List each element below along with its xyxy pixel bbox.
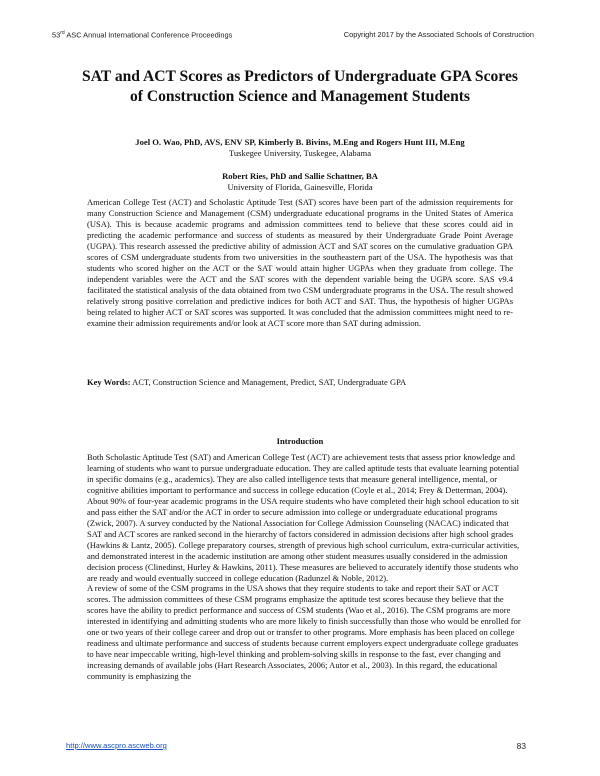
abstract: American College Test (ACT) and Scholastic Aptitude Test (SAT) scores have been part of the admission requirements for many Construction Science and Management (CSM) undergraduate educational programs in the United States of America (USA). This is because academic programs and admission committees tend to believe that these scores could aid in predicting the academic performance and success of students as measured by their Undergraduate Grade Point Average (UGPA). This research assessed the predictive ability of admission ACT and SAT scores on the cumulative graduation GPA scores of CSM undergraduate students from two universities in the southeastern part of the USA. The hypothesis was that students who scored higher on the ACT or the SAT would attain higher UGPAs when they graduate from college. The independent variables were the ACT and the SAT scores with the dependent variable being the UGPA score. SAS v9.4 facilitated the statistical analysis of the data obtained from two CSM undergraduate programs in the USA. The result showed relatively strong positive correlation and predictive indices for both ACT and SAT. Thus, the hypothesis of higher UGPAs being related to higher ACT or SAT scores was supported. It was concluded that the admission committees might need to re-examine their admission requirements and/or look at ACT score more than SAT during admission. <box>87 197 513 328</box>
author-names-2: Robert Ries, PhD and Sallie Schattner, BA <box>222 171 378 181</box>
author-names-1: Joel O. Wao, PhD, AVS, ENV SP, Kimberly B. Bivins, M.Eng and Rogers Hunt III, M.Eng <box>135 137 465 147</box>
footer-link[interactable]: http://www.ascpro.ascweb.org <box>66 741 167 750</box>
conference-name: 53rd ASC Annual International Conference Proceedings <box>52 30 233 40</box>
author-block-1 <box>40 137 560 159</box>
copyright-notice: Copyright 2017 by the Associated Schools of Construction <box>343 30 534 39</box>
keywords-list: ACT, Construction Science and Management, Predict, SAT, Undergraduate GPA <box>130 377 407 387</box>
title-line-1: SAT and ACT Scores as Predictors of Undergraduate GPA Scores <box>82 68 518 85</box>
section-heading: Introduction <box>276 436 324 446</box>
keywords <box>87 377 520 388</box>
author-block-2 <box>40 171 560 193</box>
author-affiliation-2: University of Florida, Gainesville, Florida <box>227 182 373 192</box>
title-line-2: of Construction Science and Management Students <box>129 88 471 105</box>
page-number: 83 <box>516 741 526 751</box>
keywords-label: Key Words: <box>87 377 131 387</box>
author-affiliation-1: Tuskegee University, Tuskegee, Alabama <box>228 148 372 158</box>
paper-title <box>40 67 560 107</box>
body-paragraph-1: Both Scholastic Aptitude Test (SAT) and American College Test (ACT) are achievement tests that assess prior knowledge and learning of students who want to pursue undergraduate education. They are called aptitude tests that evaluate learning potential in specific domains (e.g., academics). They are also called intelligence tests that measure general intelligence, mental, or cognitive abilities important to performance and success in college education (Coyle et al., 2014; Frey & Detterman, 2004). About 90% of four-year academic programs in the USA require students who have completed their high school education to sit and pass either the SAT and/or the ACT in order to secure admission into college or undergraduate educational programs (Zwick, 2007). A survey conducted by the National Association for College Admission Counseling (NACAC) indicated that SAT and ACT scores are ranked second in the hierarchy of factors considered in admission decisions after high school grades (Hawkins & Lantz, 2005). College preparatory courses, strength of previous high school curriculum, extra-curricular activities, and demonstrated interest in the academic institution are among other student measures usually considered in the admission decision process (Clinedinst, Hurley & Hawkins, 2011). These measures are believed to accurately identify those students who are ready and would eventually succeed in college education (Radunzel & Noble, 2012). <box>87 452 520 583</box>
body-paragraph-2: A review of some of the CSM programs in the USA shows that they require students to take and report their SAT or ACT scores. The admission committees of these CSM programs emphasize the aptitude test scores because they believe that the scores have the ability to predict performance and success of CSM students (Wao et al., 2016). The CSM programs are more interested in identifying and admitting students who are more likely to finish successfully than those who would be enrolled for one or two years of their college career and drop out or transfer to other programs. More emphasis has been placed on college readiness and ultimate performance and success of students because current employers expect undergraduate college graduates to have near impeccable writing, high-level thinking and problem-solving skills in response to the fast, ever changing and increasing demands of available jobs (Hart Research Associates, 2006; Autor et al., 2003). In this regard, the educational community is emphasizing the <box>87 583 521 681</box>
